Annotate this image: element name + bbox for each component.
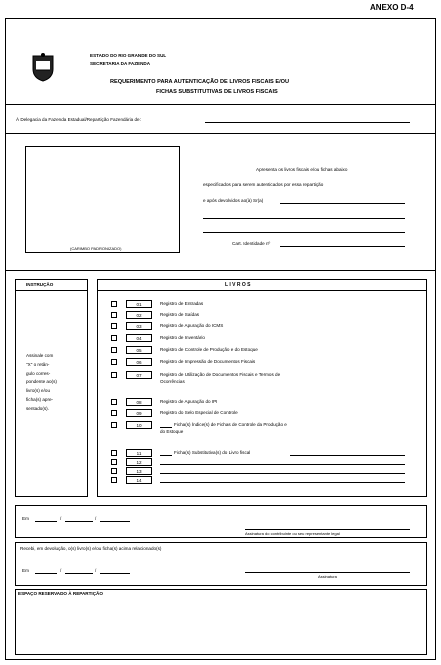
book-blank-field[interactable]: [160, 473, 405, 474]
book-label: Registro de Apuração do ICMS: [160, 323, 224, 328]
date-slash: /: [95, 568, 97, 573]
date-slash: /: [95, 516, 97, 521]
receipt-date-year[interactable]: [100, 573, 130, 574]
book-number: 11: [126, 449, 152, 457]
book-label: Ficha(s) Substitutiva(s) do Livro fiscal: [174, 450, 251, 455]
request-text-line3: e após devolvidos ao(à) Sr(a): [203, 198, 264, 203]
contributor-signature-field[interactable]: [245, 529, 410, 530]
sig-date-year[interactable]: [100, 521, 130, 522]
reserved-title: ESPAÇO RESERVADO À REPARTIÇÃO: [18, 591, 103, 596]
book-checkbox[interactable]: [111, 323, 117, 329]
divider: [5, 133, 436, 134]
secretariat-name: SECRETARIA DA FAZENDA: [90, 61, 151, 66]
book-blank-field[interactable]: [160, 482, 405, 483]
request-text-line2: especificados para serem autenticados por essa repartição: [203, 182, 324, 187]
book-checkbox[interactable]: [111, 312, 117, 318]
book-checkbox[interactable]: [111, 477, 117, 483]
book-label-cont: Ocorrências: [160, 379, 185, 384]
book-label: Registro do Selo Especial de Controle: [160, 410, 238, 415]
book-label: Registro de Controle de Produção e do Estoque: [160, 347, 258, 352]
stamp-label: (CARIMBO PADRONIZADO): [70, 246, 122, 251]
book-checkbox[interactable]: [111, 450, 117, 456]
book-checkbox[interactable]: [111, 301, 117, 307]
quantity-field[interactable]: [160, 427, 172, 428]
book-label: Registro de Impressão de Documentos Fiscais: [160, 359, 256, 364]
instruction-line: livro(s) e/ou: [26, 388, 50, 393]
books-title: L I V R O S: [225, 282, 251, 288]
instruction-line: Assinale com: [26, 353, 54, 358]
annex-label: ANEXO D-4: [370, 3, 414, 12]
book-number: 01: [126, 300, 152, 308]
stamp-area: [25, 146, 180, 253]
state-coat-of-arms: [30, 52, 56, 82]
owner-name-line2[interactable]: [203, 218, 405, 219]
book-checkbox[interactable]: [111, 410, 117, 416]
reserved-section: [15, 589, 427, 655]
instruction-line: ficha(s) apre-: [26, 397, 54, 402]
book-blank-field[interactable]: [160, 464, 405, 465]
id-card-label: Cart. Identidade nº: [232, 241, 271, 246]
book-number: 02: [126, 311, 152, 319]
quantity-field[interactable]: [160, 455, 172, 456]
divider: [5, 104, 436, 105]
divider: [5, 270, 436, 271]
instruction-line: "X" o retân-: [26, 362, 50, 367]
id-card-field[interactable]: [280, 246, 405, 247]
owner-name-line3[interactable]: [203, 232, 405, 233]
divider: [97, 290, 427, 291]
receipt-date-label: Em: [22, 568, 29, 573]
book-number: 12: [126, 458, 152, 466]
book-label: Registro de Saídas: [160, 312, 200, 317]
book-checkbox[interactable]: [111, 347, 117, 353]
book-spec-field[interactable]: [290, 455, 405, 456]
book-checkbox[interactable]: [111, 335, 117, 341]
book-checkbox[interactable]: [111, 459, 117, 465]
date-slash: /: [60, 568, 62, 573]
date-slash: /: [60, 516, 62, 521]
book-label: Registro de Apuração do IPI: [160, 399, 218, 404]
book-number: 08: [126, 398, 152, 406]
sig-date-day[interactable]: [35, 521, 57, 522]
receipt-signature-field[interactable]: [245, 572, 410, 573]
instruction-title: INSTRUÇÃO: [26, 282, 54, 287]
book-checkbox[interactable]: [111, 399, 117, 405]
sig-date-month[interactable]: [65, 521, 93, 522]
receipt-text: Recebi, em devolução, o(s) livro(s) e/ou ficha(s) acima relacionado(s): [20, 546, 162, 551]
book-checkbox[interactable]: [111, 468, 117, 474]
state-name: ESTADO DO RIO GRANDE DO SUL: [90, 53, 167, 58]
book-label: Registro de Inventário: [160, 335, 205, 340]
instruction-line: gulo corres-: [26, 371, 51, 376]
contributor-signature-caption: Assinatura do contribuinte ou seu representante legal: [245, 531, 340, 536]
book-label: Ficha(s) Índice(s) de Fichas de Controle da Produção e: [174, 422, 287, 427]
book-number: 13: [126, 467, 152, 475]
book-number: 06: [126, 358, 152, 366]
book-number: 09: [126, 409, 152, 417]
book-number: 07: [126, 371, 152, 379]
instruction-line: sentado(s).: [26, 406, 49, 411]
instruction-line: pondente ao(s): [26, 379, 57, 384]
book-label-cont: do Estoque: [160, 429, 184, 434]
book-label: Registro de Utilização de Documentos Fiscais e Termos de: [160, 372, 281, 377]
book-number: 10: [126, 421, 152, 429]
book-number: 05: [126, 346, 152, 354]
receipt-signature-caption: Assinatura: [318, 574, 337, 579]
divider: [15, 290, 88, 291]
receipt-date-month[interactable]: [65, 573, 93, 574]
book-label: Registro de Entradas: [160, 301, 204, 306]
request-text-line1: Apresenta os livros fiscais e/ou fichas abaixo: [256, 167, 348, 172]
book-checkbox[interactable]: [111, 422, 117, 428]
book-number: 04: [126, 334, 152, 342]
owner-name-field[interactable]: [280, 203, 405, 204]
form-title-line1: REQUERIMENTO PARA AUTENTICAÇÃO DE LIVROS FISCAIS E/OU: [110, 79, 290, 85]
book-checkbox[interactable]: [111, 372, 117, 378]
sig-date-label: Em: [22, 516, 29, 521]
form-title-line2: FICHAS SUBSTITUTIVAS DE LIVROS FISCAIS: [156, 89, 278, 95]
book-checkbox[interactable]: [111, 359, 117, 365]
book-number: 14: [126, 476, 152, 484]
addressee-label: À Delegacia da Fazenda Estadual/Repartição Fazendária de:: [16, 117, 141, 122]
addressee-field[interactable]: [205, 122, 410, 123]
book-number: 03: [126, 322, 152, 330]
receipt-date-day[interactable]: [35, 573, 57, 574]
